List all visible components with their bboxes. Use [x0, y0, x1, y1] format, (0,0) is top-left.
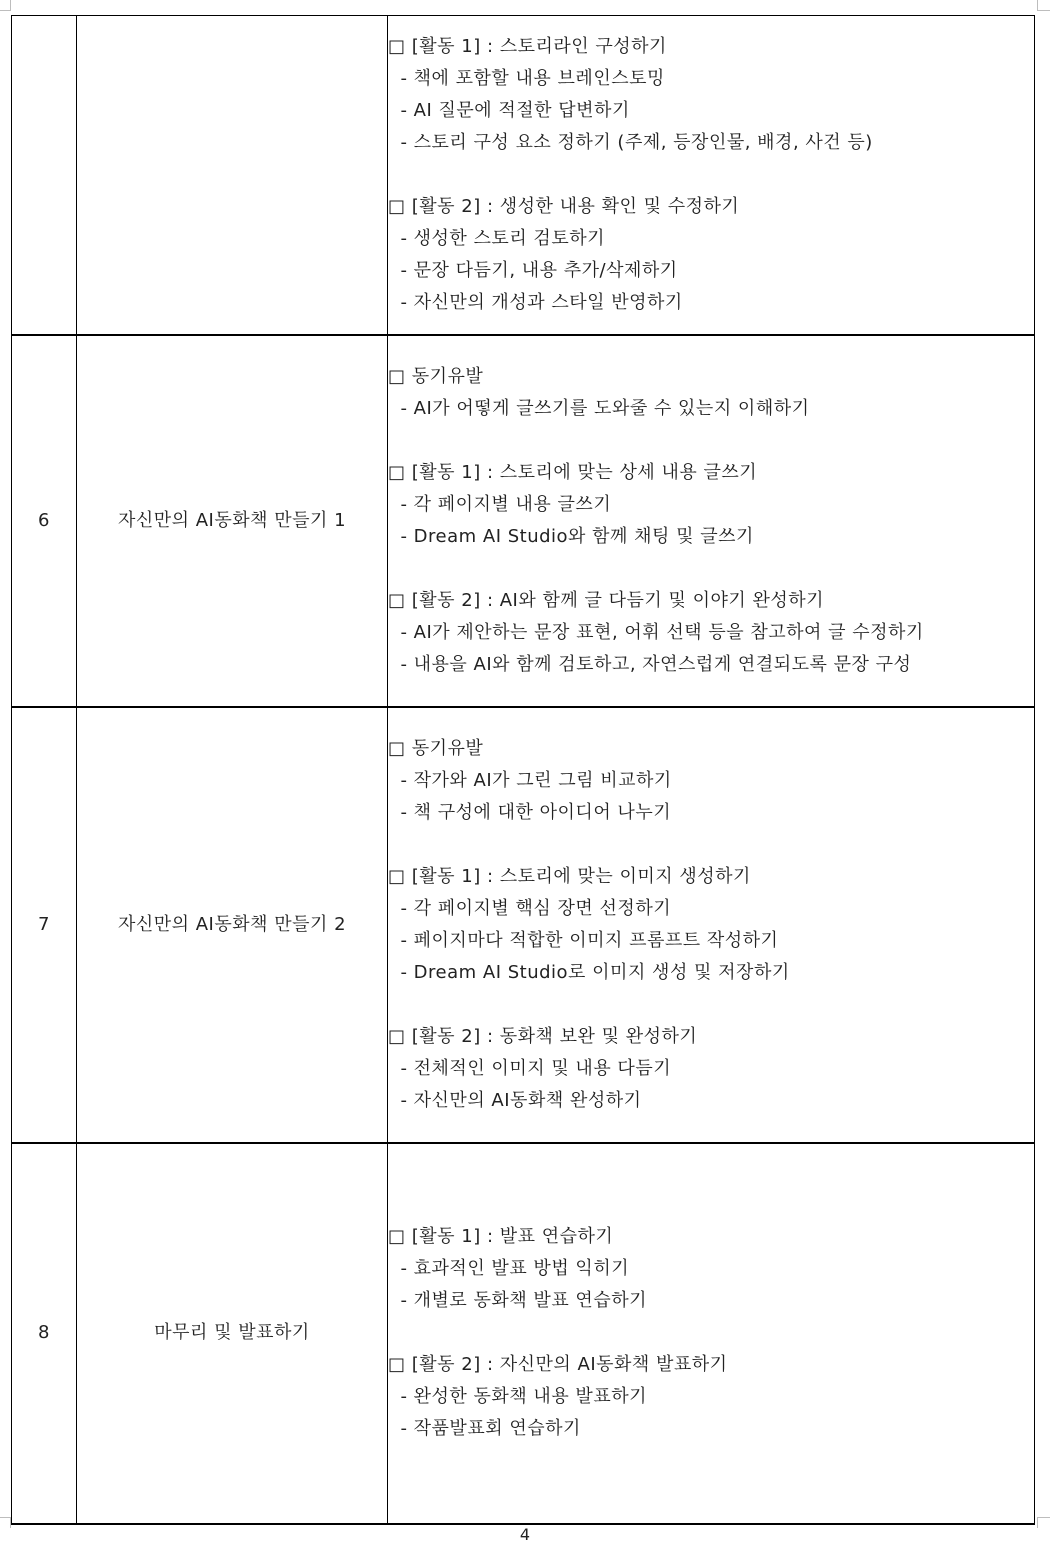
content-line: - AI가 어떻게 글쓰기를 도와줄 수 있는지 이해하기 [388, 397, 810, 419]
content-line: □ [활동 1] : 스토리에 맞는 이미지 생성하기 [388, 865, 751, 887]
content-line [388, 425, 1034, 457]
session-content [388, 16, 1035, 335]
content-line: - 스토리 구성 요소 정하기 (주제, 등장인물, 배경, 사건 등) [388, 131, 873, 153]
content-line: - 책 구성에 대한 아이디어 나누기 [388, 801, 672, 823]
content-line: - 작품발표회 연습하기 [388, 1418, 581, 1439]
content-line [388, 1317, 1034, 1349]
content-line: - 효과적인 발표 방법 익히기 [388, 1258, 630, 1279]
content-line: □ [활동 2] : AI와 함께 글 다듬기 및 이야기 완성하기 [388, 589, 825, 611]
content-line: - 페이지마다 적합한 이미지 프롬프트 작성하기 [388, 929, 779, 951]
content-line: - 책에 포함할 내용 브레인스토밍 [388, 67, 665, 89]
session-title: 마무리 및 발표하기 [77, 1143, 388, 1524]
table-row [12, 707, 1035, 1143]
content-line: - Dream AI Studio와 함께 채팅 및 글쓰기 [388, 525, 754, 547]
content-line: - Dream AI Studio로 이미지 생성 및 저장하기 [388, 961, 790, 983]
content-line [388, 989, 1034, 1021]
crop-mark-top-right [1037, 0, 1050, 11]
session-number: 8 [12, 1143, 77, 1524]
content-line: - AI 질문에 적절한 답변하기 [388, 99, 630, 121]
content-line: - 내용을 AI와 함께 검토하고, 자연스럽게 연결되도록 문장 구성 [388, 653, 912, 675]
content-line: - 완성한 동화책 내용 발표하기 [388, 1386, 647, 1407]
session-content [388, 335, 1035, 707]
content-line: - 자신만의 AI동화책 완성하기 [388, 1089, 642, 1111]
session-title: 자신만의 AI동화책 만들기 1 [77, 335, 388, 707]
session-content [388, 1143, 1035, 1524]
table-row [12, 16, 1035, 335]
content-line: □ [활동 1] : 발표 연습하기 [388, 1226, 614, 1247]
session-number: 6 [12, 335, 77, 707]
content-line [388, 159, 1034, 191]
content-line: □ [활동 1] : 스토리에 맞는 상세 내용 글쓰기 [388, 461, 758, 483]
content-line: □ [활동 2] : 동화책 보완 및 완성하기 [388, 1025, 698, 1047]
content-line: - 개별로 동화책 발표 연습하기 [388, 1290, 647, 1311]
content-line: - AI가 제안하는 문장 표현, 어휘 선택 등을 참고하여 글 수정하기 [388, 621, 924, 643]
content-line: - 문장 다듬기, 내용 추가/삭제하기 [388, 259, 678, 281]
content-line: - 자신만의 개성과 스타일 반영하기 [388, 291, 683, 313]
session-content [388, 707, 1035, 1143]
content-line: □ [활동 2] : 자신만의 AI동화책 발표하기 [388, 1354, 728, 1375]
content-line: □ [활동 2] : 생성한 내용 확인 및 수정하기 [388, 195, 740, 217]
content-line: - 전체적인 이미지 및 내용 다듬기 [388, 1057, 672, 1079]
session-number [12, 16, 77, 335]
page-number: 4 [519, 1525, 531, 1544]
session-title: 자신만의 AI동화책 만들기 2 [77, 707, 388, 1143]
crop-mark-top-left [0, 0, 11, 11]
session-title [77, 16, 388, 335]
lesson-plan-table [11, 15, 1035, 1525]
content-line: - 작가와 AI가 그린 그림 비교하기 [388, 769, 672, 791]
content-line: - 각 페이지별 핵심 장면 선정하기 [388, 897, 672, 919]
table-row [12, 335, 1035, 707]
content-line: □ 동기유발 [388, 737, 484, 759]
content-line [388, 829, 1034, 861]
content-line: - 각 페이지별 내용 글쓰기 [388, 493, 612, 515]
content-line: □ [활동 1] : 스토리라인 구성하기 [388, 35, 667, 57]
table-row [12, 1143, 1035, 1524]
content-line: □ 동기유발 [388, 365, 484, 387]
content-line: - 생성한 스토리 검토하기 [388, 227, 605, 249]
session-number: 7 [12, 707, 77, 1143]
content-line [388, 553, 1034, 585]
